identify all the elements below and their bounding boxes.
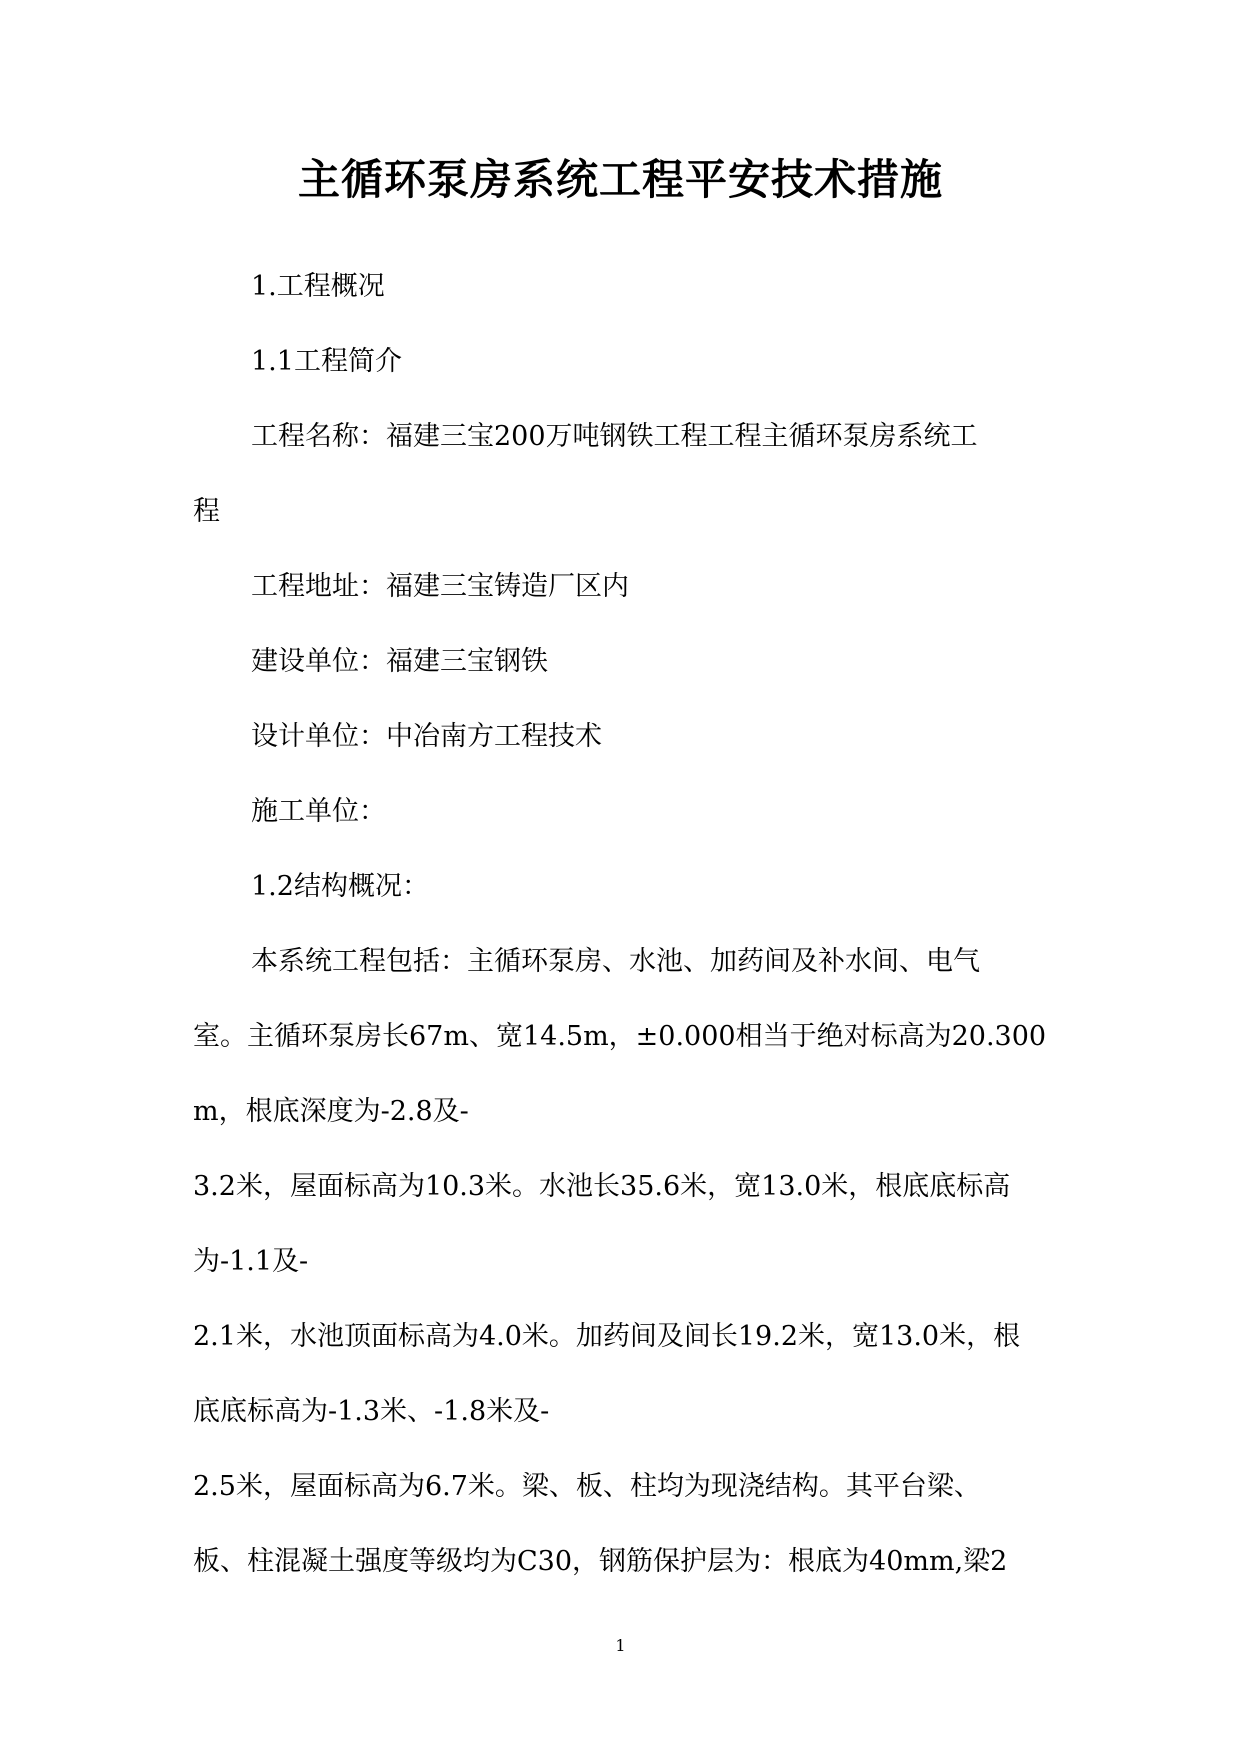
paragraph-line: 2.1米，水池顶面标高为4.0米。加药间及间长19.2米，宽13.0米，根 — [193, 1321, 1021, 1352]
paragraph-line: 设计单位：中冶南方工程技术 — [251, 721, 602, 752]
paragraph-line: 工程名称：福建三宝200万吨钢铁工程工程主循环泵房系统工 — [251, 421, 978, 452]
subsection-heading-intro: 1.1工程简介 — [251, 346, 402, 377]
section-heading-overview: 1.工程概况 — [251, 271, 385, 302]
paragraph-line: 板、柱混凝土强度等级均为C30，钢筋保护层为：根底为40mm,梁2 — [193, 1546, 1008, 1577]
paragraph-line: 2.5米，屋面标高为6.7米。梁、板、柱均为现浇结构。其平台梁、 — [193, 1471, 981, 1502]
paragraph-line: 室。主循环泵房长67m、宽14.5m，±0.000相当于绝对标高为20.300 — [193, 1021, 1047, 1052]
paragraph-line: m，根底深度为-2.8及- — [193, 1096, 469, 1127]
paragraph-line: 建设单位：福建三宝钢铁 — [251, 646, 548, 677]
document-title: 主循环泵房系统工程平安技术措施 — [297, 155, 943, 204]
paragraph-line: 工程地址：福建三宝铸造厂区内 — [251, 571, 629, 602]
subsection-heading-structure: 1.2结构概况： — [251, 871, 429, 902]
paragraph-line: 3.2米，屋面标高为10.3米。水池长35.6米，宽13.0米，根底底标高 — [193, 1171, 1011, 1202]
paragraph-line: 施工单位： — [251, 796, 386, 827]
paragraph-line: 底底标高为-1.3米、-1.8米及- — [193, 1396, 550, 1427]
paragraph-line: 本系统工程包括：主循环泵房、水池、加药间及补水间、电气 — [251, 946, 980, 977]
page-number: 1 — [615, 1636, 626, 1655]
paragraph-line: 为-1.1及- — [193, 1246, 309, 1277]
paragraph-line: 程 — [193, 496, 220, 527]
